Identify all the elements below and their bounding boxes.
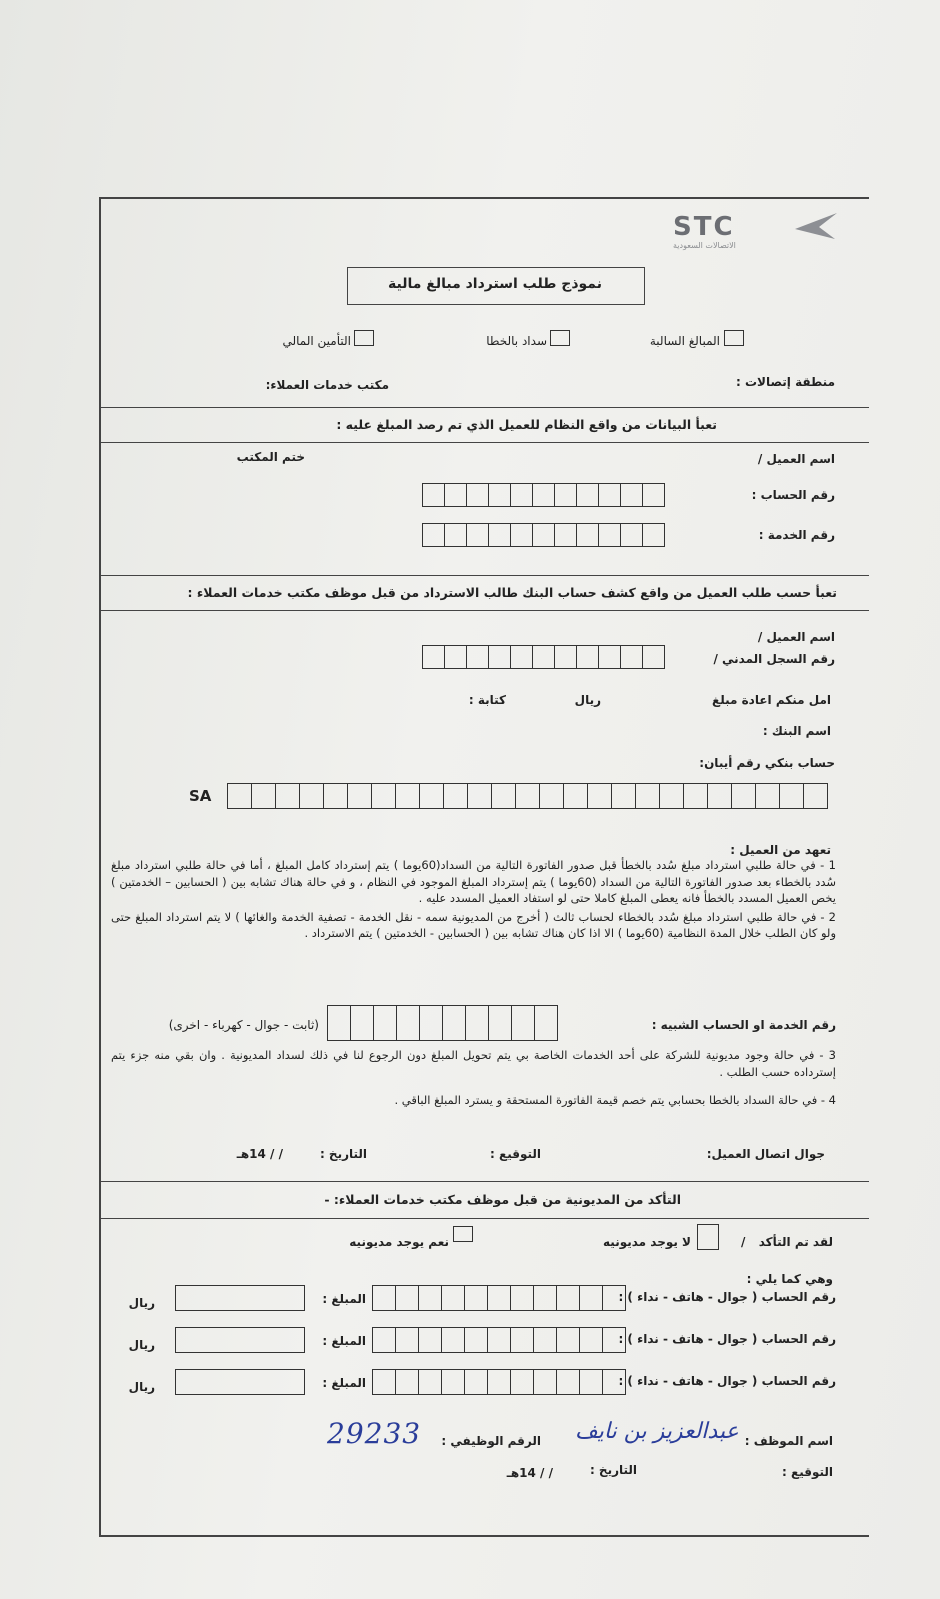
iban-boxes[interactable] <box>227 783 828 809</box>
customer-signature-label: التوقيع : <box>490 1147 541 1161</box>
customer-date-label: التاريخ : <box>319 1147 367 1161</box>
employee-date-label: التاريخ : <box>589 1463 637 1477</box>
customer-mobile-label: جوال اتصال العميل: <box>706 1147 825 1161</box>
clause-2: 2 - في حالة طلبي استرداد مبلغ سُدد بالخطاء لحساب ثالث ( أخرج من المديونية سمه - نقل الخدمة - تصفية الخدمة والغائها ) لا يتم استرداد المبلغ حتى ولو كان الطلب خلال المدة النظامية (60يوما ) الا اذا كان هناك تشابه بين ( الحسابين - الخدمتين ) يتم الاسترداد . <box>111 909 836 940</box>
region-label: منطقة إتصالات : <box>735 375 835 389</box>
employee-date-value: / / 14هـ <box>506 1466 553 1480</box>
employee-id-handwritten: 29233 <box>327 1417 422 1450</box>
debt-row2-account-label: رقم الحساب ( جوال - هاتف - نداء ) : <box>618 1332 836 1346</box>
verified-label: لقد تم التأكد <box>758 1235 833 1249</box>
s1-service-label: رقم الخدمة : <box>758 528 835 542</box>
section3-header <box>101 1181 869 1219</box>
as-follows-label: وهي كما يلي : <box>746 1272 833 1286</box>
debt-row1-riyal: ريال <box>128 1296 155 1310</box>
yes-debt-checkbox[interactable] <box>453 1226 473 1242</box>
debt-row1-account-label: رقم الحساب ( جوال - هاتف - نداء ) : <box>618 1290 836 1304</box>
bank-name-label: اسم البنك : <box>762 724 831 738</box>
debt-row3-amount-label: المبلغ : <box>322 1376 366 1390</box>
form-title: نموذج طلب استرداد مبالغ مالية <box>388 276 602 292</box>
iban-prefix: SA <box>189 787 212 805</box>
no-debt-checkbox[interactable] <box>697 1224 719 1250</box>
iban-label: حساب بنكي رقم أيبان: <box>699 756 835 770</box>
undertaking-title: تعهد من العميل : <box>730 843 831 857</box>
office-label: مكتب خدمات العملاء: <box>265 378 389 392</box>
section2-header-text: تعبأ حسب طلب العميل من واقع كشف حساب البنك طالب الاسترداد من قبل موظف مكتب خدمات العملاء : <box>187 585 837 600</box>
wrong-payment-label: سداد بالخطا <box>486 334 547 348</box>
civil-reg-boxes[interactable] <box>422 645 665 669</box>
customer-date-value: / / 14هـ <box>236 1147 283 1161</box>
debt-row1-amount-box[interactable] <box>175 1285 305 1311</box>
s2-customer-name-label: اسم العميل / <box>757 630 835 644</box>
brand-subtitle: الاتصالات السعودية <box>673 241 736 250</box>
debt-row1-amount-label: المبلغ : <box>322 1292 366 1306</box>
stc-logo-icon <box>791 209 841 243</box>
debt-row1-account-boxes[interactable] <box>372 1285 626 1311</box>
deposit-checkbox[interactable] <box>354 330 374 346</box>
refund-riyal-label: ريال <box>574 693 601 707</box>
undertaking-clauses-3-4 <box>111 1047 836 1109</box>
debt-row2-amount-box[interactable] <box>175 1327 305 1353</box>
section2-header <box>101 575 869 611</box>
employee-id-label: الرقم الوظيفي : <box>441 1434 541 1448</box>
debt-row2-account-boxes[interactable] <box>372 1327 626 1353</box>
s1-account-label: رقم الحساب : <box>751 488 835 502</box>
similar-account-boxes[interactable] <box>327 1005 558 1041</box>
employee-name-handwritten: عبدالعزيز بن نايف <box>575 1419 739 1444</box>
employee-name-label: اسم الموظف : <box>744 1434 833 1448</box>
overdue-checkbox[interactable] <box>724 330 744 346</box>
s1-service-boxes[interactable] <box>422 523 665 547</box>
clause-1: 1 - في حالة طلبي استرداد مبلغ سُدد بالخطأ قبل صدور الفاتورة التالية من السداد(60يوما ) يتم إسترداد كامل المبلغ ، أما في حالة طلبي استرداد مبلغ سُدد بالخطاء بعد صدور الفاتورة التالية من السداد (60يوما ) يتم إسترداد المبلغ الموجود في النظام ، و في حالة هناك تشابه بين ( الحسابين – الخدمتين ) يخص العميل المسدد بالخطأ فانه يعطى المبلغ كاملا حتى لو استفاد العميل المسدد عليه . <box>111 858 836 905</box>
deposit-label: التأمين المالي <box>282 334 351 348</box>
section3-header-text: التأكد من المديونية من قبل موظف مكتب خدمات العملاء: - <box>324 1192 681 1207</box>
employee-signature-label: التوقيع : <box>782 1465 833 1479</box>
debt-row3-account-boxes[interactable] <box>372 1369 626 1395</box>
refund-form <box>99 197 869 1537</box>
no-debt-label: لا يوجد مديونيه <box>603 1235 691 1249</box>
debt-row3-riyal: ريال <box>128 1380 155 1394</box>
verified-slash: / <box>741 1235 746 1249</box>
section1-header <box>101 407 869 443</box>
debt-row3-account-label: رقم الحساب ( جوال - هاتف - نداء ) : <box>618 1374 836 1388</box>
wrong-payment-checkbox[interactable] <box>550 330 570 346</box>
in-words-label: كتابة : <box>468 693 506 707</box>
undertaking-clauses-1-2 <box>111 857 836 942</box>
s2-civil-reg-label: رقم السجل المدني / <box>713 652 835 666</box>
similar-account-label: رقم الخدمة او الحساب الشبيه : <box>651 1018 836 1032</box>
brand-name: STC <box>673 212 735 242</box>
debt-row2-amount-label: المبلغ : <box>322 1334 366 1348</box>
similar-account-types: (ثابت - جوال - كهرباء - اخرى) <box>168 1018 319 1032</box>
yes-debt-label: نعم يوجد مديونيه <box>349 1235 449 1249</box>
office-stamp-label: ختم المكتب <box>236 450 305 464</box>
overdue-label: المبالغ السالبة <box>649 334 720 348</box>
clause-4: 4 - في حالة السداد بالخطا بحسابي يتم خصم قيمة الفاتورة المستحقة و يسترد المبلغ الباقي . <box>394 1093 836 1107</box>
refund-request-label: امل منكم اعادة مبلغ <box>712 693 831 707</box>
debt-row2-riyal: ريال <box>128 1338 155 1352</box>
s1-customer-name-label: اسم العميل / <box>757 452 835 466</box>
s1-account-boxes[interactable] <box>422 483 665 507</box>
section1-header-text: تعبأ البيانات من واقع النظام للعميل الذي تم رصد المبلغ عليه : <box>336 417 717 432</box>
debt-row3-amount-box[interactable] <box>175 1369 305 1395</box>
clause-3: 3 - في حالة وجود مديونية للشركة على أحد الخدمات الخاصة بي يتم تحويل المبلغ دون الرجوع لنا في ذلك لسداد المديونية . وان بقي منه جزء يتم إسترداده حسب الطلب . <box>111 1048 836 1079</box>
